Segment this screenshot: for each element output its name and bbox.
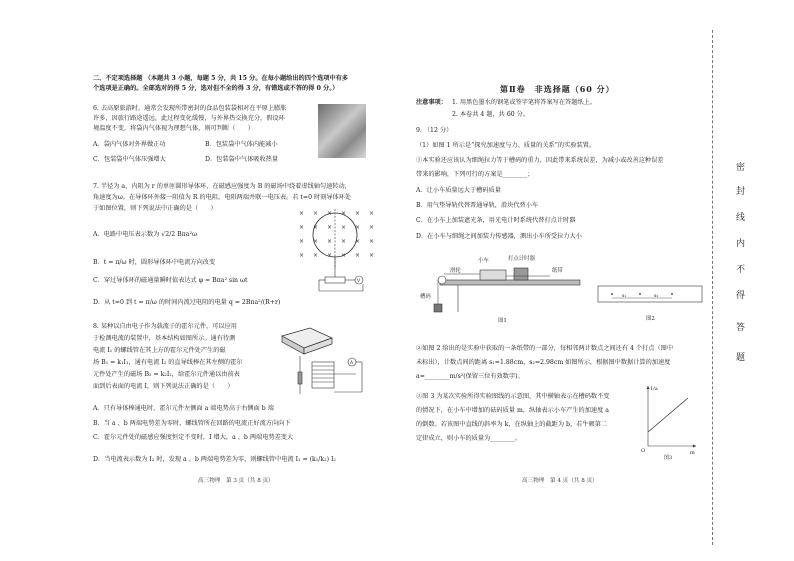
svg-text:×: × [313, 238, 319, 245]
q9-part3-line3: 的倒数。若该图中直线的斜率为 k，在纵轴上的截距为 b，若牛顿第二 [416, 421, 608, 428]
q8-figure-hall-element [272, 322, 367, 397]
part2-title: 第Ⅱ卷 非选择题（60 分） [500, 84, 615, 94]
svg-text:×: × [369, 238, 375, 245]
label-fig1: 图1 [498, 318, 507, 324]
q7-option-d: D．从 t=0 到 t = π/ω 的时间内流过电阻的电量 q = 2Bπa²/(R+r) [93, 299, 281, 306]
q9-option-a: A．让小车质量远大于槽码质量 [416, 187, 501, 194]
q8-option-b: B．当 a 、b 两端电势差为零时，螺线管所在回路的电流正好流方向向下 [93, 420, 291, 427]
label-car: 小车 [478, 258, 489, 264]
q8-line2: 于检测电流的装置中，基本结构如图所示。通有待测 [93, 335, 236, 342]
label-weight: 槽码 [420, 294, 431, 300]
svg-text:×: × [299, 252, 305, 259]
notice-line2: 2. 本卷共 4 题，共 60 分。 [452, 111, 530, 118]
svg-text:×: × [327, 252, 333, 259]
notice-line1: 1. 用黑色墨水的钢笔或签字笔将答案写在答题纸上。 [452, 99, 596, 106]
seal-char-8: 题 [736, 353, 746, 363]
q6-photo [318, 104, 366, 158]
q9-option-b: B．用气垫导轨代替普通导轨，滑块代替小车 [416, 202, 539, 209]
svg-text:×: × [299, 224, 305, 231]
svg-text:×: × [341, 238, 347, 245]
seal-char-2: 封 [736, 187, 746, 197]
q9-part1-line1: （1）如图 1 所示是“探究加速度与力、质量的关系”的实验装置。 [416, 142, 596, 149]
q7-line1: 7. 半径为 a、内阻为 r 的单匝圆形导体环，在磁感应强度为 B 的磁场中绕着虚线轴匀速转动， [93, 183, 351, 190]
q9-part3-line1: ③图 3 为某次实验所得实验图线的示意图，其中横轴表示在槽码数不变 [416, 393, 610, 400]
label-tape: 纸带 [552, 268, 563, 274]
svg-text:×: × [313, 224, 319, 231]
svg-text:×: × [341, 252, 347, 259]
svg-text:×: × [341, 224, 347, 231]
seal-char-4: 内 [736, 239, 746, 249]
q7-figure-ring-in-field [295, 207, 380, 297]
q7-option-c: C．穿过导体环的磁通量瞬时值表达式 φ = Bπa² sin ωt [93, 277, 248, 284]
label-axis-y: 1/a [650, 386, 658, 392]
q9-option-c: C．在小车上加装遮光条，用光电计时系统代替打点计时器 [416, 217, 576, 224]
label-origin: O [641, 448, 646, 454]
svg-text:×: × [327, 224, 333, 231]
section-header-line2: 个选项是正确的。全部选对的得 5 分，选对但不全的得 3 分，有错选或不答的得 0 分。） [93, 85, 339, 92]
q9-part2-line1: ②如图 2 给出的是实验中获取的一条纸带的一部分，每相邻两计数点之间还有 4 个打点（图中 [416, 345, 674, 352]
q9-part3-line2: 的情况下，在小车中增加的砝码质量 m，纵轴表示小车产生的加速度 a [416, 407, 609, 414]
q8-option-d: D．当电流表示数为 I₂ 时，发现 a 、b 两端电势差为零，则螺线管中电流 I₁ = (k₁/k₂) I₂ [93, 456, 336, 463]
q8-line1: 8. 某种以自由电子作为载流子的霍尔元件，可以应用 [93, 323, 237, 330]
q9-part3-line4: 定律成立，则小车的质量为________。 [416, 435, 522, 442]
q6-line1: 6. 去高原旅游时，通常会发现所带密封的食品包装袋相对在平原上膨胀 [93, 105, 287, 112]
svg-text:×: × [355, 238, 361, 245]
notice-label: 注意事项： [416, 99, 447, 106]
label-pulley: 滑轮 [450, 268, 461, 274]
q7-option-a: A．电路中电压表示数为 √2/2 Bπa²ω [93, 231, 198, 238]
seal-char-7: 答 [736, 323, 746, 333]
q8-option-c: C．霍尔元件处的磁感应强度恒定不变时，I 增大，a 、b 两端电势差变大 [93, 434, 294, 441]
seal-char-1: 密 [736, 163, 746, 173]
q8-line4: 场 B₁ = k₁I₁，通有电流 I₂ 的直导线棒在其左侧的霍尔 [93, 359, 243, 366]
label-fig3: 图3 [664, 455, 673, 461]
seal-char-3: 线 [736, 213, 746, 223]
q8-option-a: A．只有导体棒通电时，霍尔元件左侧面 a 端电势高于右侧面 b 端 [93, 405, 274, 412]
right-page-footer: 高三物理 第 4 页（共 8 页） [522, 478, 598, 484]
q6-line3: 境温度不变，将袋内气体视为理想气体，则可判断（ ） [93, 125, 254, 132]
q9-heading: 9. （12 分） [416, 127, 453, 134]
q7-line2: 角速度为ω。在导体环外接一阻值为 R 的电阻，电阻两端并联一电压表。若 t=0 时刻导体环处 [93, 194, 352, 201]
svg-text:V: V [357, 279, 361, 284]
svg-text:×: × [327, 238, 333, 245]
label-axis-x: m [690, 450, 695, 456]
q9-part2-line3: a=________m/s²(保留三位有效数字)。 [416, 373, 524, 380]
svg-text:×: × [369, 224, 375, 231]
svg-text:×: × [327, 210, 333, 217]
seal-char-6: 得 [736, 291, 746, 301]
q7-line3: 于如图位置，则下列说法中正确的是（ ） [93, 205, 217, 212]
figure3-graph [638, 380, 700, 460]
q9-part1-line2: ①本实验还应该认为细绳拉力等于槽码的重力，因此带来系统误差，为减小或改善这种误差 [416, 157, 664, 164]
svg-text:×: × [355, 210, 361, 217]
svg-text:×: × [369, 252, 375, 259]
svg-text:×: × [341, 210, 347, 217]
label-s1: s₁ [622, 294, 627, 299]
q6-option-d: D．包装袋中气体吸收热量 [205, 156, 279, 163]
q8-line6: 面到后表面的电流 I，则下列说法正确的是（ ） [93, 383, 234, 390]
q7-option-b: B．t = π/ω 时，圆形导体环中电流方向改变 [93, 259, 216, 266]
figure1-apparatus [420, 252, 590, 324]
svg-text:×: × [355, 224, 361, 231]
svg-text:A: A [350, 361, 354, 366]
left-page-footer: 高三物理 第 3 页（共 8 页） [198, 478, 274, 484]
q6-option-c: C．包装袋中气体压强增大 [93, 156, 166, 163]
q8-line3: 电流 I₁ 的螺线管在其上方的霍尔元件处产生的磁 [93, 347, 226, 354]
svg-text:×: × [299, 210, 305, 217]
q6-line2: 许多，因旅行路途遥远，此过程变化缓慢，与外界热交换充分，假设环 [93, 115, 285, 122]
q9-part1-line3: 带来的影响，下列可行的方案是________； [416, 171, 534, 178]
svg-text:×: × [355, 252, 361, 259]
label-s2: s₂ [654, 294, 659, 299]
section-header-line1: 二、不定项选择题 （本题共 3 小题，每题 5 分，共 15 分。在每小题给出的四个选项中有多 [93, 75, 349, 82]
seal-char-5: 不 [736, 265, 746, 275]
svg-text:×: × [313, 252, 319, 259]
svg-text:×: × [369, 210, 375, 217]
label-fig2: 图2 [646, 316, 655, 322]
seal-dashed-line [712, 30, 713, 545]
q8-line5: 元件处产生的磁场 B₂ = k₂I₂，给霍尔元件通以由前表 [93, 371, 240, 378]
q6-option-b: B．包装袋中气体内能减小 [205, 141, 278, 148]
q6-option-a: A．袋内气体对外界做正功 [93, 141, 166, 148]
q9-option-d: D．在小车与细绳之间加装力传感器，测出小车所受拉力大小 [416, 233, 582, 240]
svg-text:×: × [299, 238, 305, 245]
label-timer: 打点计时器 [508, 256, 535, 262]
svg-text:×: × [313, 210, 319, 217]
q9-part2-line2: 未标出），计数点间的距离 s₁=1.88cm，s₂=2.98cm 如图所示，根据图中数据计算的加速度 [416, 359, 671, 366]
figure2-tape [596, 284, 706, 324]
